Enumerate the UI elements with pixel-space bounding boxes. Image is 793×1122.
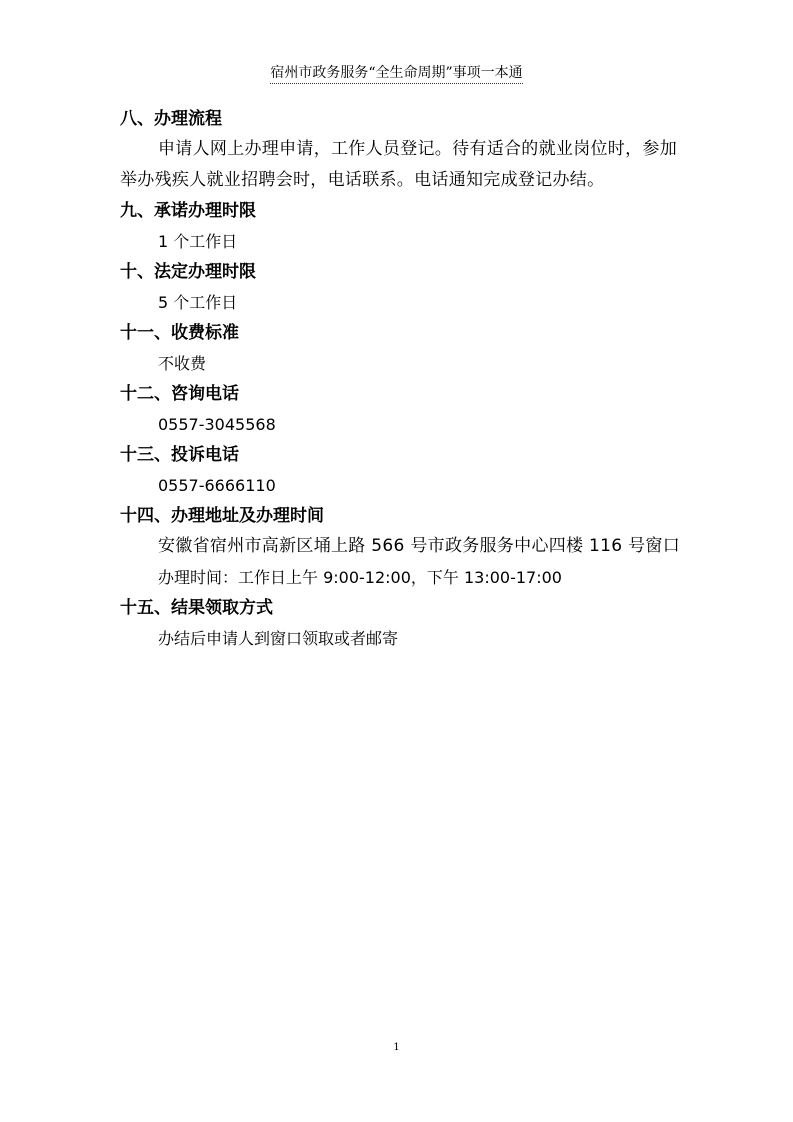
section-promised-time-limit — [120, 196, 690, 257]
complaint-phone-number: 0557-6666110 — [158, 476, 276, 495]
section-title: 十四、办理地址及办理时间 — [120, 506, 324, 526]
section-complaint-phone — [120, 440, 690, 501]
section-consult-phone — [120, 379, 690, 440]
section-result-collection — [120, 593, 690, 654]
document-body — [120, 104, 690, 654]
consult-phone-number: 0557-3045568 — [158, 415, 276, 434]
section-title: 十三、投诉电话 — [120, 445, 239, 465]
section-value: 1 个工作日 — [158, 232, 238, 251]
section-address-and-hours — [120, 501, 690, 593]
header-title: 宿州市政务服务“全生命周期”事项一本通 — [270, 65, 522, 84]
office-hours: 办理时间：工作日上午 9:00-12:00，下午 13:00-17:00 — [158, 568, 562, 587]
page-header — [0, 64, 793, 82]
section-legal-time-limit — [120, 257, 690, 318]
section-process — [120, 104, 690, 196]
section-title: 十二、咨询电话 — [120, 384, 239, 404]
page-number: 1 — [393, 1042, 400, 1053]
section-title: 九、承诺办理时限 — [120, 201, 256, 221]
section-fee-standard — [120, 318, 690, 379]
section-text: 申请人网上办理申请，工作人员登记。待有适合的就业岗位时，参加举办残疾人就业招聘会时，电话联系。电话通知完成登记办结。 — [120, 139, 677, 190]
section-title: 十、法定办理时限 — [120, 262, 256, 282]
section-title: 十五、结果领取方式 — [120, 598, 273, 618]
section-title: 八、办理流程 — [120, 109, 222, 129]
section-value: 不收费 — [158, 354, 207, 373]
section-title: 十一、收费标准 — [120, 323, 239, 343]
office-address: 安徽省宿州市高新区埇上路 566 号市政务服务中心四楼 116 号窗口 — [158, 536, 681, 556]
section-value: 5 个工作日 — [158, 293, 238, 312]
section-value: 办结后申请人到窗口领取或者邮寄 — [158, 629, 399, 648]
